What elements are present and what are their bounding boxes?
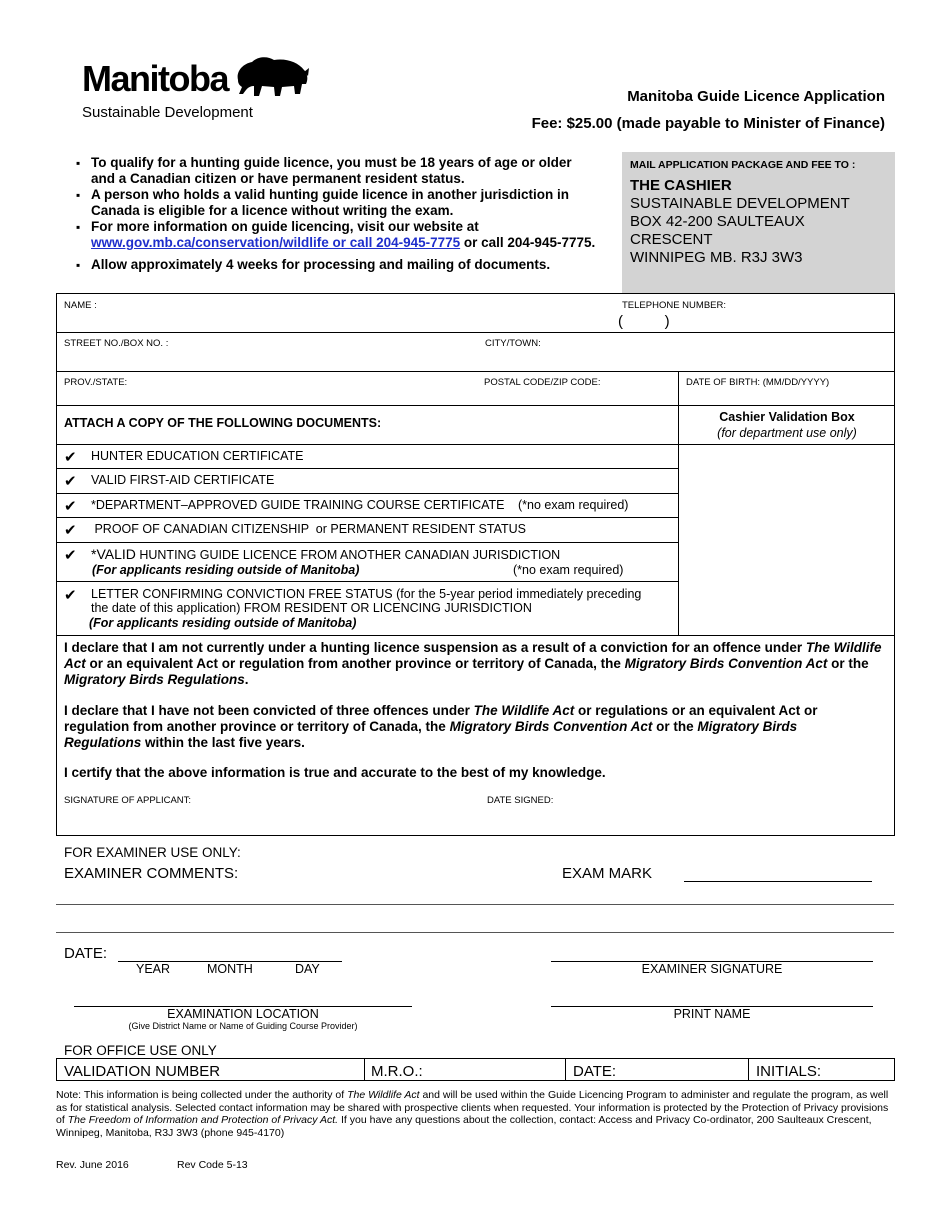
print-name-label: PRINT NAME	[673, 1007, 751, 1021]
logo-wordmark: Manitoba	[82, 58, 228, 99]
name-label: NAME :	[64, 300, 97, 311]
bison-icon	[234, 54, 310, 100]
info-suffix: or call 204-945-7775.	[460, 235, 596, 250]
doc-conviction-letter-sub: (For applicants residing outside of Manitoba)	[89, 616, 357, 630]
cashier-validation-title: Cashier Validation Box	[719, 410, 855, 424]
declaration-offences: I declare that I have not been convicted of three offences under The Wildlife Act or regulations or an equivalent Act or regulation from another province or territory of Canada, the Migratory Birds Convention Act or the Migratory Birds Regulations within the last five years.	[64, 703, 818, 750]
checkmark-icon: ✔	[64, 473, 77, 490]
mail-address-box	[622, 152, 895, 294]
divider	[56, 517, 678, 518]
dob-label: DATE OF BIRTH: (MM/DD/YYYY)	[686, 377, 830, 388]
city-label: CITY/TOWN:	[485, 338, 541, 349]
mail-line: WINNIPEG MB. R3J 3W3	[630, 249, 803, 266]
instructions-list	[76, 155, 596, 273]
form-title: Manitoba Guide Licence Application	[627, 88, 885, 105]
checkmark-icon: ✔	[64, 547, 77, 564]
examiner-heading: FOR EXAMINER USE ONLY:	[64, 845, 241, 860]
checkmark-icon: ✔	[64, 449, 77, 466]
doc-citizenship: PROOF OF CANADIAN CITIZENSHIP or PERMANENT RESIDENT STATUS	[91, 522, 527, 536]
checkmark-icon: ✔	[64, 522, 77, 539]
mail-line: BOX 42-200 SAULTEAUX	[630, 213, 805, 230]
examiner-comments-label: EXAMINER COMMENTS:	[64, 865, 239, 882]
street-field[interactable]	[60, 350, 470, 368]
telephone-field[interactable]: ( )	[618, 313, 670, 330]
exam-location-label: EXAMINATION LOCATION	[167, 1007, 319, 1021]
office-date-cell[interactable]: DATE:	[573, 1063, 617, 1080]
prov-label: PROV./STATE:	[64, 377, 128, 388]
exam-mark-label: EXAM MARK	[562, 865, 653, 882]
divider	[56, 405, 895, 406]
office-cell-divider	[748, 1058, 749, 1081]
exam-mark-line[interactable]	[684, 881, 872, 882]
instruction-item: ▪ Allow approximately 4 weeks for processing and mailing of documents.	[76, 257, 596, 273]
month-label: MONTH	[207, 962, 253, 976]
prov-field[interactable]	[60, 388, 470, 403]
divider	[56, 493, 678, 494]
date-signed-label: DATE SIGNED:	[487, 795, 554, 806]
postal-field[interactable]	[480, 388, 675, 403]
dob-field[interactable]	[682, 388, 890, 403]
manitoba-logo	[82, 52, 312, 122]
city-field[interactable]	[480, 350, 890, 368]
office-use-heading: FOR OFFICE USE ONLY	[64, 1043, 217, 1058]
comments-line[interactable]	[56, 932, 894, 933]
date-signed-field[interactable]	[483, 808, 883, 832]
mail-heading: MAIL APPLICATION PACKAGE AND FEE TO :	[630, 159, 856, 171]
logo-department: Sustainable Development	[82, 104, 253, 121]
doc-training-note: (*no exam required)	[518, 498, 629, 512]
validation-number-cell[interactable]: VALIDATION NUMBER	[64, 1063, 221, 1080]
mail-recipient: THE CASHIER	[630, 177, 732, 194]
valid-word: *VALID	[91, 546, 136, 562]
instruction-item-info	[76, 219, 596, 251]
checkmark-icon: ✔	[64, 587, 77, 604]
mail-line: CRESCENT	[630, 231, 713, 248]
divider	[56, 581, 678, 582]
doc-training-course: *DEPARTMENT–APPROVED GUIDE TRAINING COURSE CERTIFICATE	[91, 498, 505, 512]
signature-field[interactable]	[60, 808, 470, 832]
other-licence-text: HUNTING GUIDE LICENCE FROM ANOTHER CANADIAN JURISDICTION	[135, 548, 561, 562]
info-prefix: For more information on guide licencing, visit our website at	[91, 219, 479, 234]
street-label: STREET NO./BOX NO. :	[64, 338, 169, 349]
office-cell-divider	[364, 1058, 365, 1081]
instruction-item: ▪ To qualify for a hunting guide licence, you must be 18 years of age or older and a Canadian citizen or have permanent resident status.	[76, 155, 596, 187]
checkmark-icon: ✔	[64, 498, 77, 515]
revision-code: Rev Code 5-13	[177, 1159, 248, 1171]
doc-hunter-education: HUNTER EDUCATION CERTIFICATE	[91, 449, 304, 463]
doc-conviction-letter: LETTER CONFIRMING CONVICTION FREE STATUS (for the 5-year period immediately preceding	[91, 587, 642, 601]
doc-other-licence-sub: (For applicants residing outside of Manitoba)	[92, 563, 360, 577]
divider	[56, 635, 895, 636]
doc-other-licence-note: (*no exam required)	[513, 563, 624, 577]
divider	[56, 542, 678, 543]
privacy-note: Note: This information is being collected under the authority of The Wildlife Act and will be used within the Guide Licencing Program to administer and regulate the program, as well as for statistical analysis. Selected contact information may be shared with prospective clients when requested. Your information is protected by the Protection of Privacy provisions of The Freedom of Information and Protection of Privacy Act. If you have any questions about the collection, contact: Access and Privacy Co-ordinator, 200 Saulteaux Crescent, Winnipeg, Manitoba, R3J 3W3 (phone 945-4170)	[56, 1089, 889, 1139]
initials-cell[interactable]: INITIALS:	[756, 1063, 822, 1080]
exam-location-note: (Give District Name or Name of Guiding Course Provider)	[128, 1021, 358, 1031]
website-link[interactable]: www.gov.mb.ca/conservation/wildlife or call 204-945-7775	[91, 235, 461, 250]
cashier-validation-note: (for department use only)	[717, 426, 857, 440]
declaration-suspension: I declare that I am not currently under a hunting licence suspension as a result of a conviction for an offence under The Wildlife Act or an equivalent Act or regulation from another province or territory of Canada, the Migratory Birds Convention Act or the Migratory Birds Regulations.	[64, 640, 882, 687]
cashier-validation-box	[679, 445, 894, 635]
revision-date: Rev. June 2016	[56, 1159, 129, 1171]
documents-heading: ATTACH A COPY OF THE FOLLOWING DOCUMENTS:	[64, 416, 382, 430]
instruction-item: ▪ A person who holds a valid hunting guide licence in another jurisdiction in Canada is eligible for a licence without writing the exam.	[76, 187, 596, 219]
telephone-label: TELEPHONE NUMBER:	[622, 300, 726, 311]
certification-statement: I certify that the above information is true and accurate to the best of my knowledge.	[64, 765, 606, 780]
doc-conviction-letter-line2: the date of this application) FROM RESIDENT OR LICENCING JURISDICTION	[91, 601, 532, 615]
comments-line[interactable]	[56, 904, 894, 905]
office-cell-divider	[565, 1058, 566, 1081]
examiner-date-label: DATE:	[64, 945, 108, 962]
doc-first-aid: VALID FIRST-AID CERTIFICATE	[91, 473, 275, 487]
signature-label: SIGNATURE OF APPLICANT:	[64, 795, 192, 806]
divider	[56, 332, 895, 333]
day-label: DAY	[295, 962, 320, 976]
divider	[56, 468, 678, 469]
divider	[56, 371, 895, 372]
name-field[interactable]	[60, 312, 610, 330]
doc-other-licence	[91, 546, 560, 562]
postal-label: POSTAL CODE/ZIP CODE:	[484, 377, 601, 388]
year-label: YEAR	[136, 962, 171, 976]
fee-text: Fee: $25.00 (made payable to Minister of Finance)	[531, 115, 885, 132]
examiner-signature-label: EXAMINER SIGNATURE	[641, 962, 783, 976]
mro-cell[interactable]: M.R.O.:	[371, 1063, 423, 1080]
mail-line: SUSTAINABLE DEVELOPMENT	[630, 195, 850, 212]
